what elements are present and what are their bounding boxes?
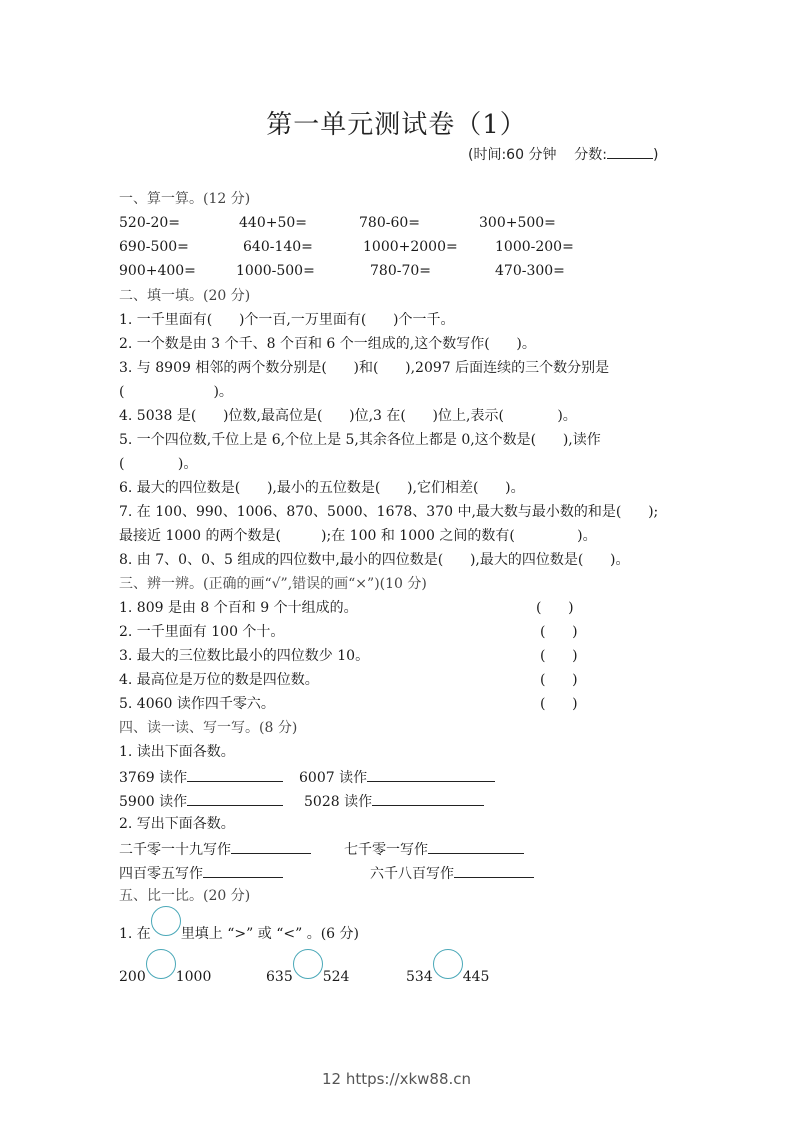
compare-pair — [266, 965, 349, 986]
fill-question-cont: ( )。 — [119, 384, 233, 400]
time-score-line — [468, 144, 658, 164]
write-item — [370, 863, 534, 883]
judge-item: 3. 最大的三位数比最小的四位数少 10。 — [119, 648, 370, 664]
calc-item: 300+500= — [479, 215, 556, 231]
read-label: 5900 读作 — [119, 794, 188, 810]
answer-blank[interactable] — [428, 839, 524, 854]
write-item — [344, 839, 524, 859]
fill-question: 4. 5038 是( )位数,最高位是( )位,3 在( )位上,表示( )。 — [119, 408, 577, 424]
read-label: 6007 读作 — [299, 770, 368, 786]
judge-item: 2. 一千里面有 100 个十。 — [119, 624, 285, 640]
judge-answer-box[interactable]: ( ) — [536, 600, 574, 616]
page-title: 第一单元测试卷（1） — [266, 110, 527, 140]
write-label: 七千零一写作 — [344, 842, 428, 858]
score-blank[interactable] — [607, 144, 653, 159]
score-label: 分数: — [574, 147, 607, 163]
calc-item: 470-300= — [495, 263, 565, 279]
read-label: 5028 读作 — [304, 794, 373, 810]
page-footer: 12 https://xkw88.cn — [321, 1070, 472, 1088]
instruction-suffix: 里填上 “>” 或 “<” 。(6 分) — [180, 926, 359, 942]
fill-question: 3. 与 8909 相邻的两个数分别是( )和( ),2097 后面连续的三个数分别是 — [119, 360, 610, 376]
section-5-heading: 五、比一比。(20 分) — [119, 888, 251, 904]
answer-blank[interactable] — [372, 791, 484, 806]
calc-item: 1000-200= — [495, 239, 574, 255]
read-subtitle: 1. 读出下面各数。 — [119, 744, 235, 760]
judge-item: 1. 809 是由 8 个百和 9 个十组成的。 — [119, 600, 358, 616]
read-item — [304, 791, 484, 811]
compare-instruction — [119, 922, 359, 943]
read-item — [299, 767, 495, 787]
write-subtitle: 2. 写出下面各数。 — [119, 816, 235, 832]
judge-answer-box[interactable]: ( ) — [540, 672, 578, 688]
compare-circle[interactable] — [146, 949, 176, 979]
compare-right: 524 — [322, 969, 350, 985]
section-4-heading: 四、读一读、写一写。(8 分) — [119, 720, 298, 736]
answer-blank[interactable] — [203, 863, 283, 878]
fill-question-cont: ( )。 — [119, 456, 198, 472]
compare-pair — [119, 965, 211, 986]
answer-blank[interactable] — [187, 791, 283, 806]
fill-question: 8. 由 7、0、0、5 组成的四位数中,最小的四位数是( ),最大的四位数是( )。 — [119, 552, 630, 568]
read-item — [119, 791, 283, 811]
compare-circle[interactable] — [433, 949, 463, 979]
write-label: 六千八百写作 — [370, 866, 454, 882]
calc-item: 520-20= — [119, 215, 180, 231]
calc-item: 440+50= — [239, 215, 307, 231]
calc-item: 690-500= — [119, 239, 189, 255]
write-label: 二千零一十九写作 — [119, 842, 231, 858]
circle-icon — [151, 906, 181, 936]
write-item — [119, 863, 283, 883]
calc-item: 1000+2000= — [363, 239, 458, 255]
calc-item: 1000-500= — [236, 263, 315, 279]
answer-blank[interactable] — [231, 839, 311, 854]
fill-question: 6. 最大的四位数是( ),最小的五位数是( ),它们相差( )。 — [119, 480, 525, 496]
judge-item: 5. 4060 读作四千零六。 — [119, 696, 275, 712]
calc-item: 640-140= — [243, 239, 313, 255]
answer-blank[interactable] — [454, 863, 534, 878]
fill-question-cont: 最接近 1000 的两个数是( );在 100 和 1000 之间的数有( )。 — [119, 528, 597, 544]
write-item — [119, 839, 311, 859]
fill-question: 5. 一个四位数,千位上是 6,个位上是 5,其余各位上都是 0,这个数是( ),读作 — [119, 432, 601, 448]
compare-left: 534 — [406, 969, 433, 985]
calc-item: 780-70= — [370, 263, 431, 279]
judge-answer-box[interactable]: ( ) — [540, 624, 578, 640]
close-paren: ) — [652, 147, 659, 163]
compare-left: 635 — [266, 969, 293, 985]
time-label: (时间:60 分钟 — [468, 147, 557, 163]
section-1-heading: 一、算一算。(12 分) — [119, 191, 251, 207]
judge-answer-box[interactable]: ( ) — [540, 648, 578, 664]
compare-right: 445 — [462, 969, 490, 985]
fill-question: 1. 一千里面有( )个一百,一万里面有( )个一千。 — [119, 312, 455, 328]
fill-question: 7. 在 100、990、1006、870、5000、1678、370 中,最大数与最小数的和是( ); — [119, 504, 659, 520]
calc-item: 780-60= — [359, 215, 420, 231]
compare-left: 200 — [119, 969, 146, 985]
answer-blank[interactable] — [187, 767, 283, 782]
compare-right: 1000 — [175, 969, 212, 985]
fill-question: 2. 一个数是由 3 个千、8 个百和 6 个一组成的,这个数写作( )。 — [119, 336, 536, 352]
compare-circle[interactable] — [293, 949, 323, 979]
instruction-prefix: 1. 在 — [119, 926, 151, 942]
compare-pair — [406, 965, 489, 986]
section-2-heading: 二、填一填。(20 分) — [119, 288, 251, 304]
read-label: 3769 读作 — [119, 770, 188, 786]
section-3-heading: 三、辨一辨。(正确的画“√”,错误的画“×”)(10 分) — [119, 576, 427, 592]
write-label: 四百零五写作 — [119, 866, 203, 882]
read-item — [119, 767, 283, 787]
judge-item: 4. 最高位是万位的数是四位数。 — [119, 672, 319, 688]
calc-item: 900+400= — [119, 263, 196, 279]
judge-answer-box[interactable]: ( ) — [540, 696, 578, 712]
answer-blank[interactable] — [367, 767, 495, 782]
